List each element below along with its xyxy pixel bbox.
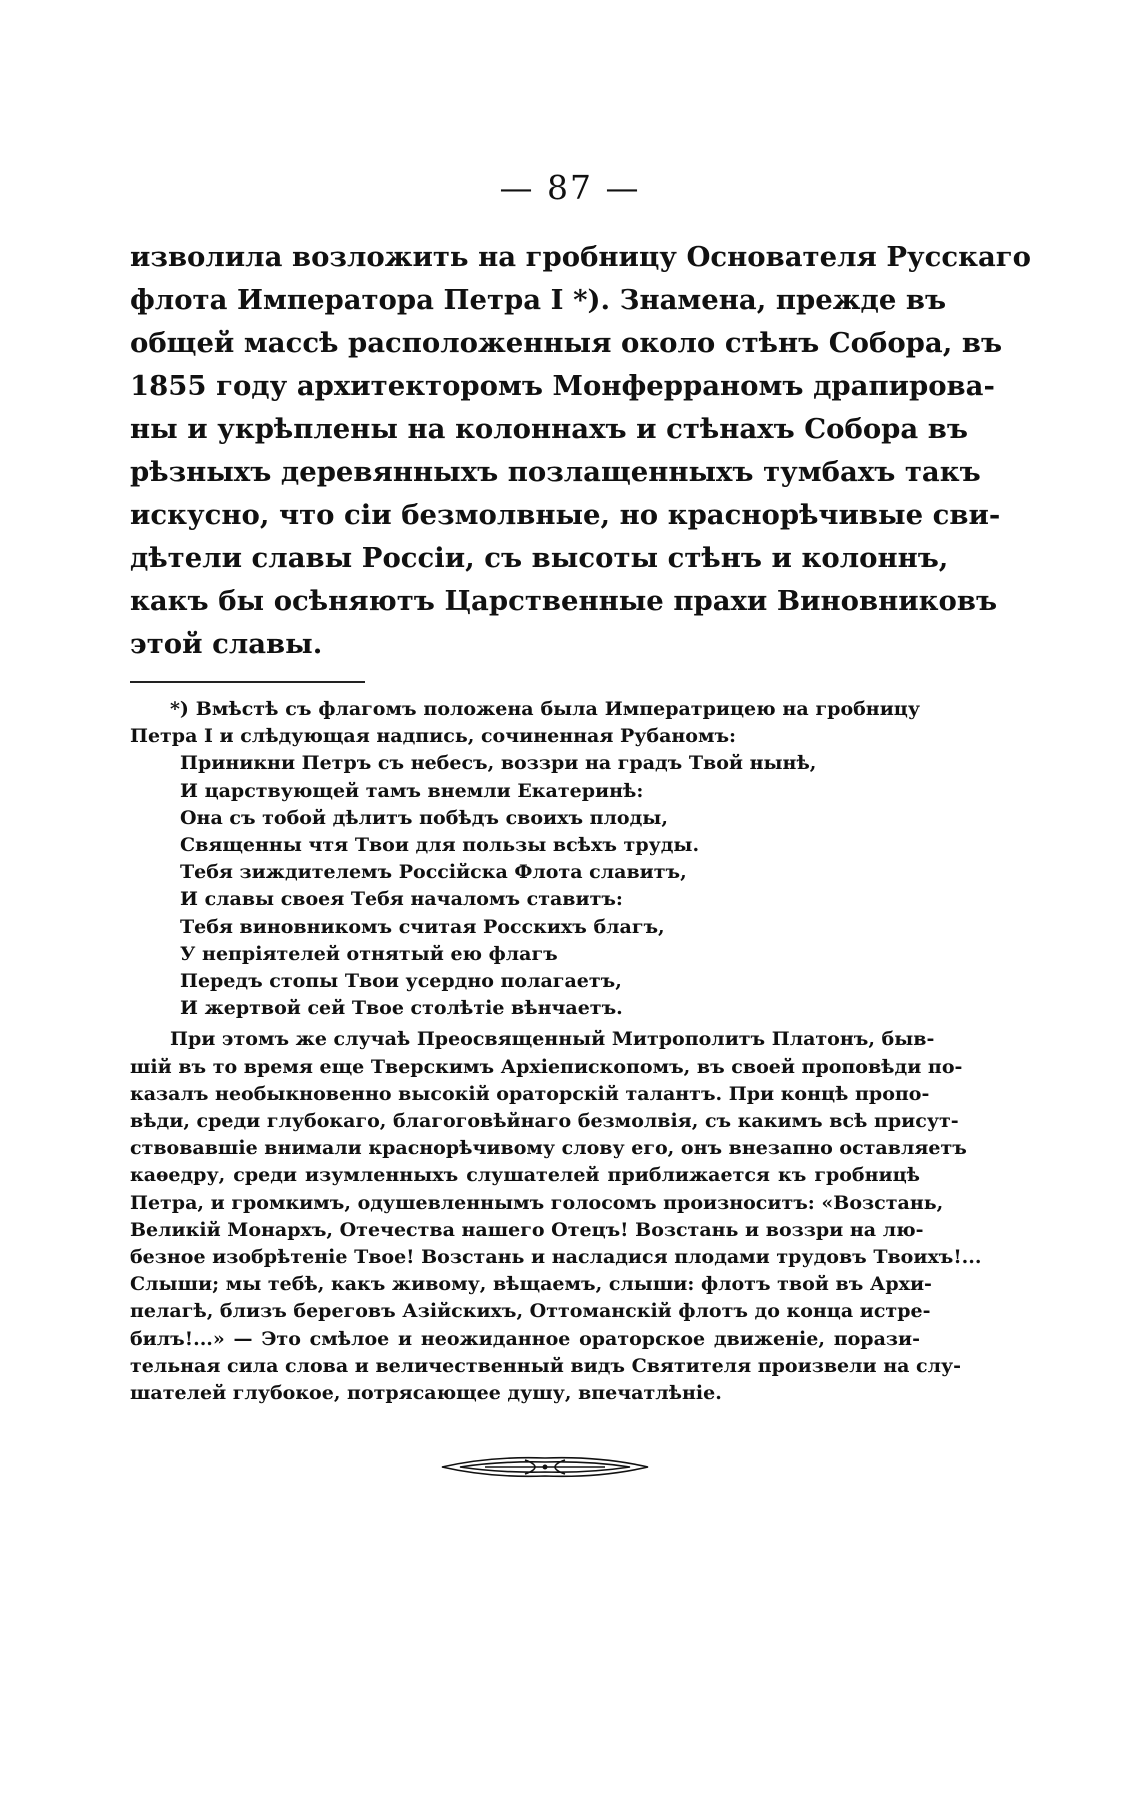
footnote-paragraph-line: шій въ то время еще Тверскимъ Архіепископомъ, въ своей проповѣди по-: [130, 1055, 963, 1078]
footnote-paragraph-line: безное изобрѣтеніе Твое! Возстань и насладися плодами трудовъ Твоихъ!...: [130, 1246, 982, 1269]
poem-line: Передъ стопы Твои усердно полагаетъ,: [180, 970, 622, 993]
main-text-line: этой славы.: [130, 628, 323, 660]
poem-line: И жертвой сей Твое столѣтіе вѣнчаетъ.: [180, 997, 623, 1020]
poem-line: Она съ тобой дѣлитъ побѣдъ своихъ плоды,: [180, 806, 668, 829]
poem-line: Священны чтя Твои для пользы всѣхъ труды.: [180, 834, 700, 857]
footnote-paragraph-line: каѳедру, среди изумленныхъ слушателей приближается къ гробницѣ: [130, 1164, 920, 1187]
footnote-intro-line: Петра I и слѣдующая надпись, сочиненная Рубаномъ:: [130, 725, 737, 748]
footnote-paragraph-line: Слыши; мы тебѣ, какъ живому, вѣщаемъ, слыши: флотъ твой въ Архи-: [130, 1273, 932, 1296]
poem-line: Приникни Петръ съ небесъ, воззри на градъ Твой нынѣ,: [180, 752, 817, 775]
main-text-line: изволила возложить на гробницу Основателя Русскаго: [130, 241, 1032, 273]
decorative-tailpiece-icon: [440, 1452, 650, 1482]
footnote-block: [130, 696, 982, 1407]
footnote-paragraph-line: шателей глубокое, потрясающее душу, впечатлѣніе.: [130, 1382, 722, 1405]
page-number: — 87 —: [499, 168, 641, 207]
footnote-paragraph-line: билъ!...» — Это смѣлое и неожиданное ораторское движеніе, порази-: [130, 1327, 920, 1350]
poem-line: Тебя зиждителемъ Россійска Флота славитъ,: [180, 861, 687, 884]
main-text-line: 1855 году архитекторомъ Монферраномъ драпирова-: [130, 370, 995, 402]
footnote-separator-rule: [130, 681, 365, 683]
poem-line: У непріятелей отнятый ею флагъ: [180, 942, 558, 965]
poem-line: И славы своея Тебя началомъ ставитъ:: [180, 888, 623, 911]
footnote-paragraph-line: пелагѣ, близъ береговъ Азійскихъ, Оттоманскій флотъ до конца истре-: [130, 1300, 931, 1323]
footnote-paragraph-line: казалъ необыкновенно высокій ораторскій талантъ. При концѣ пропо-: [130, 1082, 930, 1105]
main-text-line: какъ бы осѣняютъ Царственные прахи Виновниковъ: [130, 585, 998, 617]
poem-line: Тебя виновникомъ считая Росскихъ благъ,: [180, 915, 665, 938]
footnote-paragraph-line: При этомъ же случаѣ Преосвященный Митрополитъ Платонъ, быв-: [170, 1028, 935, 1051]
main-text-line: общей массѣ расположенныя около стѣнъ Собора, въ: [130, 327, 1003, 359]
footnote-paragraph-line: вѣди, среди глубокаго, благоговѣйнаго безмолвія, съ какимъ всѣ присут-: [130, 1110, 959, 1133]
footnote-paragraph: [130, 1026, 982, 1407]
footnote-paragraph-line: ствовавшіе внимали краснорѣчивому слову его, онъ внезапно оставляетъ: [130, 1137, 967, 1160]
main-text-line: искусно, что сіи безмолвные, но краснорѣчивые сви-: [130, 499, 1001, 531]
footnote-poem: [130, 750, 920, 1022]
footnote-intro-line: *) Вмѣстѣ съ флагомъ положена была Императрицею на гробницу: [170, 698, 920, 720]
main-text-block: [130, 236, 1032, 666]
main-text-line: рѣзныхъ деревянныхъ позлащенныхъ тумбахъ такъ: [130, 456, 981, 488]
footnote-paragraph-line: Великій Монархъ, Отечества нашего Отецъ! Возстань и воззри на лю-: [130, 1218, 924, 1241]
main-text-line: флота Императора Петра I *). Знамена, прежде въ: [130, 284, 947, 316]
footnote-paragraph-line: тельная сила слова и величественный видъ Святителя произвели на слу-: [130, 1354, 962, 1377]
poem-line: И царствующей тамъ внемли Екатеринѣ:: [180, 779, 644, 802]
footnote-paragraph-line: Петра, и громкимъ, одушевленнымъ голосомъ произноситъ: «Возстань,: [130, 1191, 944, 1214]
main-text-line: ны и укрѣплены на колоннахъ и стѣнахъ Собора въ: [130, 413, 968, 445]
main-text-line: дѣтели славы Россіи, съ высоты стѣнъ и колоннъ,: [130, 542, 949, 574]
